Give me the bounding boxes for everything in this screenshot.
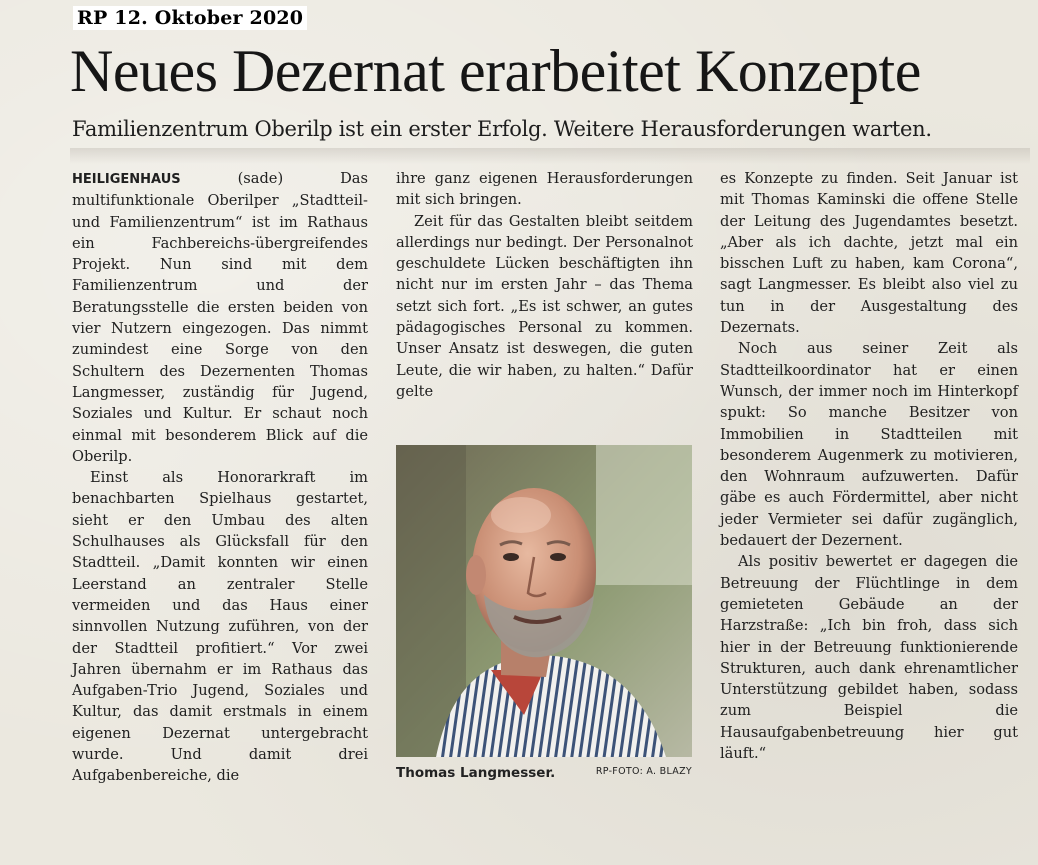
article-paragraph: Noch aus seiner Zeit als Stadtteilkoordinator hat er einen Wunsch, der immer noch im Hinterkopf spukt: So manche Besitzer von Immobilien in Stadtteilen mit besonderem Augenmerk zu motivieren, den Wohnraum aufzuwerten. Dafür gäbe es auch Fördermittel, aber nicht jeder Vermieter sei dafür zugänglich, bedauert der Dezernent. — [720, 340, 1018, 550]
paragraph-text: (sade) Das multifunktionale Oberilper „Stadtteil- und Familienzentrum“ ist im Rathaus ein Fachbereichs-übergreifendes Projekt. Nun sind mit dem Familienzentrum und der Beratungsstelle die ersten beiden von vier Nutzern eingezogen. Das nimmt zumindest eine Sorge von den Schultern des Dezernenten Thomas Langmesser, zuständig für Jugend, Soziales und Kultur. Er schaut noch einmal mit besonderem Blick auf die Oberilp. — [72, 170, 368, 465]
dateline: RP 12. Oktober 2020 — [73, 6, 307, 30]
article-paragraph — [72, 168, 368, 467]
subheadline: Familienzentrum Oberilp ist ein erster Erfolg. Weitere Herausforderungen warten. — [72, 117, 932, 141]
article-column-3 — [720, 168, 1018, 764]
photo-credit: RP-FOTO: A. BLAZY — [595, 766, 692, 777]
article-paragraph: ihre ganz eigenen Herausforderungen mit sich bringen. — [396, 170, 693, 209]
caption-text: Thomas Langmesser. — [396, 765, 556, 781]
article-column-2 — [396, 168, 693, 402]
headline: Neues Dezernat erarbeitet Konzepte — [70, 38, 921, 104]
bleed-through-shadow — [70, 148, 1030, 164]
article-paragraph: Zeit für das Gestalten bleibt seitdem allerdings nur bedingt. Der Personalnot geschuldete Lücken beschäftigten ihn nicht nur im ersten Jahr – das Thema setzt sich fort. „Es ist schwer, an gutes pädagogisches Personal zu kommen. Unser Ansatz ist deswegen, die guten Leute, die wir haben, zu halten.“ Dafür gelte — [396, 212, 693, 400]
portrait-illustration — [396, 445, 692, 757]
article-column-1 — [72, 168, 368, 787]
portrait-photo — [396, 445, 692, 757]
location-kicker: HEILIGENHAUS — [72, 172, 181, 187]
article-paragraph: Als positiv bewertet er dagegen die Betreuung der Flüchtlinge in dem gemieteten Gebäude an der Harzstraße: „Ich bin froh, dass sich hier in der Betreuung funktionierende Strukturen, auch dank ehrenamtlicher Unterstützung gebildet haben, sodass zum Beispiel die Hausaufgabenbetreuung hier gut läuft.“ — [720, 553, 1018, 763]
photo-caption — [396, 762, 692, 781]
article-paragraph: es Konzepte zu finden. Seit Januar ist mit Thomas Kaminski die offene Stelle der Leitung des Jugendamtes besetzt. „Aber als ich dachte, jetzt mal ein bisschen Luft zu haben, kam Corona“, sagt Langmesser. Es bleibt also viel zu tun in der Ausgestaltung des Dezernats. — [720, 170, 1018, 337]
article-paragraph: Einst als Honorarkraft im benachbarten Spielhaus gestartet, sieht er den Umbau des alten Schulhauses als Glücksfall für den Stadtteil. „Damit konnten wir einen Leerstand an zentraler Stelle vermeiden und das Haus einer sinnvollen Nutzung zuführen, von der der Stadtteil profitiert.“ Vor zwei Jahren übernahm er im Rathaus das Aufgaben-Trio Jugend, Soziales und Kultur, das damit erstmals in einem eigenen Dezernat untergebracht wurde. Und damit drei Aufgabenbereiche, die — [72, 469, 368, 785]
